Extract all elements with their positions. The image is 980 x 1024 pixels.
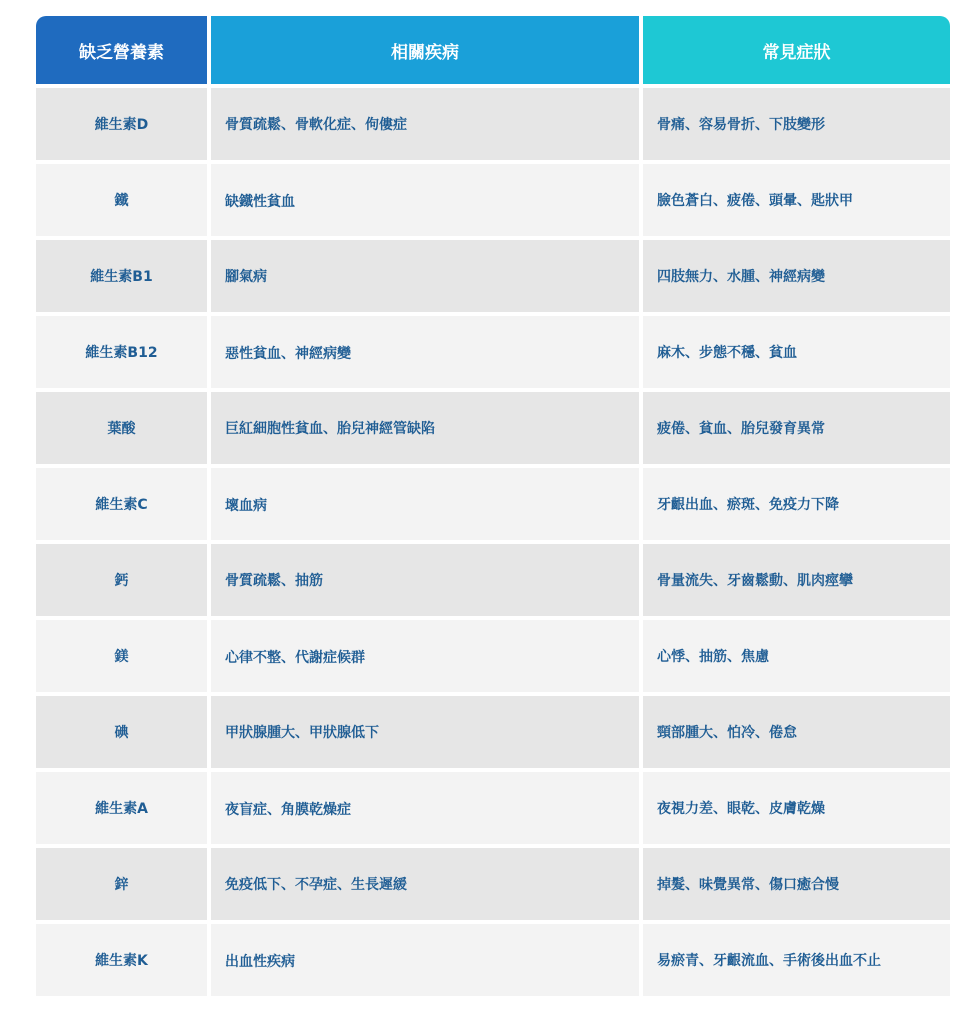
nutrient-deficiency-table (36, 16, 950, 1000)
symptom-cell: 骨痛、容易骨折、下肢變形 (643, 88, 950, 160)
symptom-cell: 夜視力差、眼乾、皮膚乾燥 (643, 772, 950, 844)
disease-cell: 缺鐵性貧血 (211, 164, 639, 236)
header-nutrient: 缺乏營養素 (36, 16, 207, 84)
nutrient-cell: 鈣 (36, 544, 207, 616)
symptom-cell: 頸部腫大、怕冷、倦怠 (643, 696, 950, 768)
nutrient-cell: 維生素B1 (36, 240, 207, 312)
table-row (36, 240, 950, 312)
symptom-cell: 掉髮、味覺異常、傷口癒合慢 (643, 848, 950, 920)
symptom-cell: 麻木、步態不穩、貧血 (643, 316, 950, 388)
nutrient-cell: 鎂 (36, 620, 207, 692)
nutrient-cell: 鋅 (36, 848, 207, 920)
table-row (36, 544, 950, 616)
symptom-cell: 易瘀青、牙齦流血、手術後出血不止 (643, 924, 950, 996)
table-row (36, 772, 950, 844)
nutrient-cell: 維生素B12 (36, 316, 207, 388)
symptom-cell: 牙齦出血、瘀斑、免疫力下降 (643, 468, 950, 540)
disease-cell: 夜盲症、角膜乾燥症 (211, 772, 639, 844)
disease-cell: 骨質疏鬆、骨軟化症、佝僂症 (211, 88, 639, 160)
disease-cell: 出血性疾病 (211, 924, 639, 996)
symptom-cell: 疲倦、貧血、胎兒發育異常 (643, 392, 950, 464)
header-symptom: 常見症狀 (643, 16, 950, 84)
nutrient-cell: 葉酸 (36, 392, 207, 464)
table-row (36, 88, 950, 160)
nutrient-cell: 碘 (36, 696, 207, 768)
table-header-row (36, 16, 950, 84)
table-row (36, 696, 950, 768)
table-row (36, 164, 950, 236)
nutrient-cell: 鐵 (36, 164, 207, 236)
disease-cell: 心律不整、代謝症候群 (211, 620, 639, 692)
nutrient-cell: 維生素D (36, 88, 207, 160)
disease-cell: 壞血病 (211, 468, 639, 540)
disease-cell: 免疫低下、不孕症、生長遲緩 (211, 848, 639, 920)
disease-cell: 惡性貧血、神經病變 (211, 316, 639, 388)
disease-cell: 腳氣病 (211, 240, 639, 312)
table-row (36, 848, 950, 920)
table-row (36, 924, 950, 996)
nutrient-cell: 維生素A (36, 772, 207, 844)
symptom-cell: 臉色蒼白、疲倦、頭暈、匙狀甲 (643, 164, 950, 236)
table-row (36, 468, 950, 540)
symptom-cell: 骨量流失、牙齒鬆動、肌肉痙攣 (643, 544, 950, 616)
table-row (36, 620, 950, 692)
symptom-cell: 四肢無力、水腫、神經病變 (643, 240, 950, 312)
table-row (36, 316, 950, 388)
disease-cell: 巨紅細胞性貧血、胎兒神經管缺陷 (211, 392, 639, 464)
table-row (36, 392, 950, 464)
nutrient-cell: 維生素C (36, 468, 207, 540)
nutrient-cell: 維生素K (36, 924, 207, 996)
disease-cell: 甲狀腺腫大、甲狀腺低下 (211, 696, 639, 768)
symptom-cell: 心悸、抽筋、焦慮 (643, 620, 950, 692)
disease-cell: 骨質疏鬆、抽筋 (211, 544, 639, 616)
header-disease: 相關疾病 (211, 16, 639, 84)
